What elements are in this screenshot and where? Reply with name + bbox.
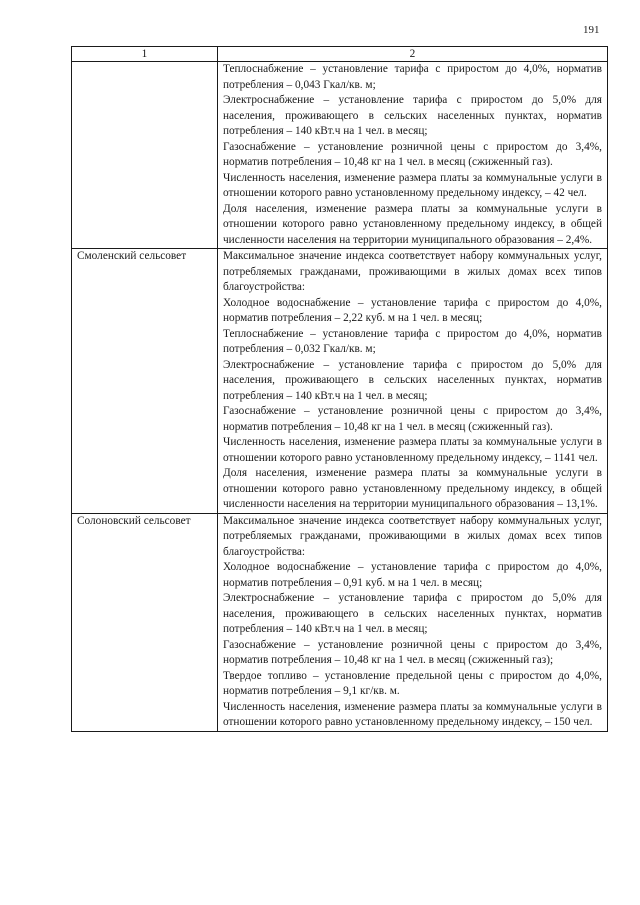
paragraph: Доля населения, изменение размера платы за коммунальные услуги в отношении которого равно установленному предельному индексу, в общей численности населения на территории муниципального образования – 2,4%. (223, 202, 602, 246)
paragraph: Теплоснабжение – установление тарифа с приростом до 4,0%, норматив потребления – 0,032 Гкал/кв. м; (223, 327, 602, 355)
table-row (72, 513, 608, 731)
row-name: Смоленский сельсовет (72, 249, 218, 514)
paragraph: Теплоснабжение – установление тарифа с приростом до 4,0%, норматив потребления – 0,043 Гкал/кв. м; (223, 63, 602, 91)
paragraph: Холодное водоснабжение – установление тарифа с приростом до 4,0%, норматив потребления – 0,91 куб. м на 1 чел. в месяц; (223, 561, 602, 589)
paragraph: Численность населения, изменение размера платы за коммунальные услуги в отношении которого равно установленному предельному индексу, – 150 чел. (223, 700, 602, 728)
row-name: Солоновский сельсовет (72, 513, 218, 731)
paragraph: Электроснабжение – установление тарифа с приростом до 5,0% для населения, проживающего в сельских населенных пунктах, норматив потребления – 140 кВт.ч на 1 чел. в месяц; (223, 94, 602, 137)
tariff-table (71, 46, 608, 732)
paragraph: Электроснабжение – установление тарифа с приростом до 5,0% для населения, проживающего в сельских населенных пунктах, норматив потребления – 140 кВт.ч на 1 чел. в месяц; (223, 592, 602, 635)
row-name (72, 62, 218, 249)
paragraph: Электроснабжение – установление тарифа с приростом до 5,0% для населения, проживающего в сельских населенных пунктах, норматив потребления – 140 кВт.ч на 1 чел. в месяц; (223, 358, 602, 402)
row-description (218, 62, 608, 249)
paragraph: Максимальное значение индекса соответствует набору коммунальных услуг, потребляемых гражданами, проживающими в жилых домах всех типов благоустройства: (223, 514, 602, 558)
table-row (72, 249, 608, 514)
table-header-row (72, 47, 608, 62)
paragraph: Доля населения, изменение размера платы за коммунальные услуги в отношении которого равно установленному предельному индексу, в общей численности населения на территории муниципального образования – 13,1%. (223, 467, 602, 510)
row-description (218, 513, 608, 731)
paragraph: Газоснабжение – установление розничной цены с приростом до 3,4%, норматив потребления – 10,48 кг на 1 чел. в месяц (сжиженный газ); (223, 638, 602, 666)
page-number: 191 (583, 24, 600, 36)
row-description (218, 249, 608, 514)
paragraph: Газоснабжение – установление розничной цены с приростом до 3,4%, норматив потребления – 10,48 кг на 1 чел. в месяц (сжиженный газ). (223, 405, 602, 433)
column-header-1: 1 (72, 47, 218, 62)
column-header-2: 2 (218, 47, 608, 62)
paragraph: Численность населения, изменение размера платы за коммунальные услуги в отношении которого равно установленному предельному индексу, – 42 чел. (223, 171, 602, 199)
table-row (72, 62, 608, 249)
paragraph: Газоснабжение – установление розничной цены с приростом до 3,4%, норматив потребления – 10,48 кг на 1 чел. в месяц (сжиженный газ). (223, 140, 602, 168)
paragraph: Твердое топливо – установление предельной цены с приростом до 4,0%, норматив потребления – 9,1 кг/кв. м. (223, 669, 602, 697)
paragraph: Численность населения, изменение размера платы за коммунальные услуги в отношении которого равно установленному предельному индексу, – 1141 чел. (223, 436, 602, 464)
paragraph: Холодное водоснабжение – установление тарифа с приростом до 4,0%, норматив потребления – 2,22 куб. м на 1 чел. в месяц; (223, 296, 602, 324)
paragraph: Максимальное значение индекса соответствует набору коммунальных услуг, потребляемых гражданами, проживающими в жилых домах всех типов благоустройства: (223, 250, 602, 293)
